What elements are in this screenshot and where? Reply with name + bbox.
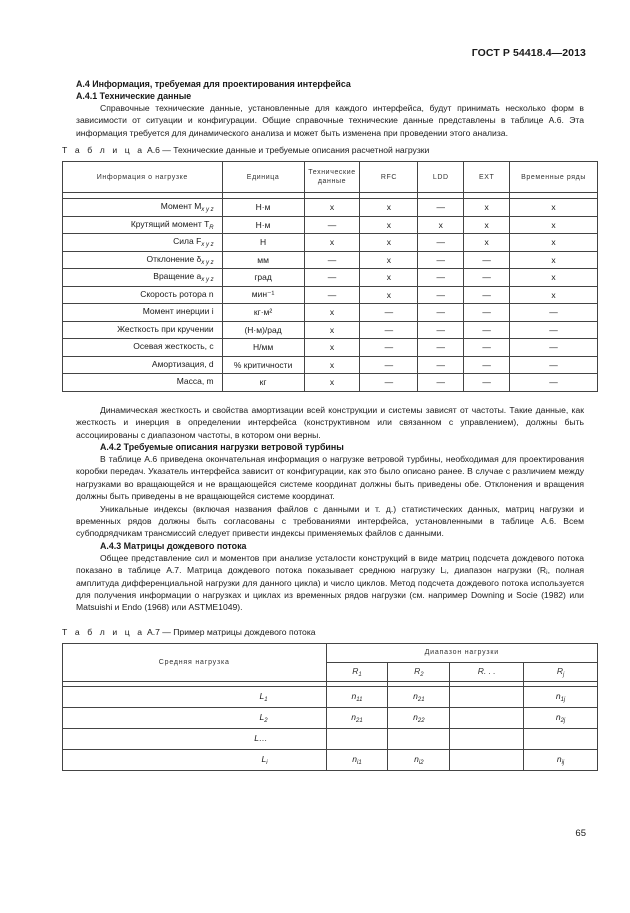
range-subscript: 1 <box>358 671 362 678</box>
table-row <box>63 339 598 357</box>
table-row <box>63 356 598 374</box>
mean-load-subscript: 2 <box>264 717 268 724</box>
unit-cell: град <box>222 269 304 287</box>
range-column-header <box>450 662 524 681</box>
load-info-text: Осевая жесткость, c <box>133 341 214 352</box>
mean-load-symbol: L… <box>254 732 268 743</box>
cycle-count-cell <box>388 749 450 770</box>
mark-cell: x <box>464 199 510 217</box>
table-row <box>63 216 598 234</box>
table-row <box>63 374 598 392</box>
mark-cell: — <box>464 304 510 322</box>
cycle-count-cell <box>524 707 598 728</box>
load-info-text: Жесткость при кручении <box>117 323 214 334</box>
range-column-header <box>326 662 388 681</box>
unit-cell: мин⁻¹ <box>222 286 304 304</box>
load-info-text: Момент M <box>160 201 202 212</box>
table-row <box>63 728 598 749</box>
load-info-text: Масса, m <box>176 376 214 387</box>
mark-cell: x <box>418 216 464 234</box>
load-info-subscript: x y z <box>201 242 214 249</box>
mark-cell: x <box>304 199 360 217</box>
cycle-subscript: 2j <box>560 717 566 724</box>
mark-cell: — <box>510 356 598 374</box>
mark-cell: — <box>304 269 360 287</box>
mark-cell: x <box>464 216 510 234</box>
mark-cell: x <box>510 286 598 304</box>
load-info-text: Крутящий момент T <box>130 218 210 229</box>
mark-cell: — <box>360 321 418 339</box>
cycle-count-cell <box>326 728 388 749</box>
mark-cell: x <box>510 216 598 234</box>
mark-cell: — <box>418 251 464 269</box>
mark-cell: x <box>304 321 360 339</box>
paragraph: Динамическая жесткость и свойства амортизации всей конструкции и системы зависят от частоты. Такие данные, как жесткость и инерция в определении интерфейса (конструктивном или связанном с управлением), должны быть ассоциированы с диапазоном частоты, в котором они верны. <box>76 404 584 440</box>
mark-cell: x <box>304 339 360 357</box>
unit-cell: кг·м² <box>222 304 304 322</box>
mark-cell: — <box>464 356 510 374</box>
load-info-subscript: x y z <box>201 259 214 266</box>
mark-cell: — <box>418 234 464 252</box>
cycle-count-cell <box>388 707 450 728</box>
range-symbol: R <box>414 665 421 676</box>
cycle-count-cell <box>326 686 388 707</box>
standard-header: ГОСТ Р 54418.4—2013 <box>471 47 586 59</box>
page-content <box>62 78 586 771</box>
table-header-cell: Информация о нагрузке <box>63 162 223 193</box>
mark-cell: x <box>510 251 598 269</box>
load-info-cell <box>63 304 223 322</box>
unit-cell: % критичности <box>222 356 304 374</box>
paragraph: Уникальные индексы (включая названия файлов с данными и т. д.) статистических данных, матриц нагрузки и временных рядов должны быть согласованы с требованиями интерфейса, установленными в таблице А.6. Всем субподрядчикам трансмиссий следует привести индексы применяемых файлов с данными. <box>76 503 584 539</box>
mean-load-symbol: L <box>259 690 265 701</box>
cycle-symbol: n <box>414 753 419 764</box>
load-info-cell <box>63 199 223 217</box>
cycle-count-cell <box>326 749 388 770</box>
cycle-count-cell <box>450 749 524 770</box>
load-range-header: Диапазон нагрузки <box>326 643 597 662</box>
cycle-subscript: 1j <box>560 696 566 703</box>
cycle-count-cell <box>450 686 524 707</box>
mark-cell: — <box>418 374 464 392</box>
table-row <box>63 321 598 339</box>
cycle-count-cell <box>524 686 598 707</box>
table-row <box>63 199 598 217</box>
subsection-heading: А.4.1 Технические данные <box>76 91 192 101</box>
load-info-cell <box>63 286 223 304</box>
load-info-text: Сила F <box>173 236 202 247</box>
cycle-symbol: n <box>351 690 357 701</box>
cycle-subscript: 22 <box>417 717 425 724</box>
cycle-subscript: i2 <box>418 759 424 766</box>
table-header-cell: Временные ряды <box>510 162 598 193</box>
load-info-cell <box>63 234 223 252</box>
table-caption: Т а б л и ц а А.7 — Пример матрицы дождевого потока <box>62 626 316 637</box>
table-row <box>63 286 598 304</box>
mark-cell: — <box>464 251 510 269</box>
unit-cell: (Н·м)/рад <box>222 321 304 339</box>
page-number: 65 <box>575 828 586 839</box>
mark-cell: — <box>360 374 418 392</box>
mean-load-header: Средняя нагрузка <box>63 643 327 681</box>
mark-cell: x <box>510 199 598 217</box>
technical-data-table <box>62 161 598 392</box>
mark-cell: — <box>510 339 598 357</box>
mean-load-symbol: L <box>261 753 267 764</box>
mark-cell: x <box>360 269 418 287</box>
mark-cell: — <box>418 304 464 322</box>
load-info-text: Отклонение δ <box>146 253 202 264</box>
table-row <box>63 304 598 322</box>
table-header-cell: RFC <box>360 162 418 193</box>
unit-cell: Н·м <box>222 216 304 234</box>
mark-cell: — <box>418 339 464 357</box>
cycle-count-cell <box>388 686 450 707</box>
mark-cell: — <box>510 374 598 392</box>
cycle-symbol: n <box>352 753 357 764</box>
table-row <box>63 749 598 770</box>
mark-cell: — <box>418 356 464 374</box>
mark-cell: — <box>418 199 464 217</box>
cycle-symbol: n <box>413 690 418 701</box>
mark-cell: x <box>304 374 360 392</box>
load-info-cell <box>63 374 223 392</box>
unit-cell: Н <box>222 234 304 252</box>
unit-cell: Н·м <box>222 199 304 217</box>
mean-load-subscript: 1 <box>264 696 268 703</box>
table-header-cell: Единица <box>222 162 304 193</box>
load-info-subscript: x y z <box>201 207 214 214</box>
cycle-count-cell <box>524 749 598 770</box>
mark-cell: — <box>418 321 464 339</box>
table-row <box>63 269 598 287</box>
subsection-heading: А.4.2 Требуемые описания нагрузки ветровой турбины <box>100 441 344 452</box>
mark-cell: — <box>464 269 510 287</box>
range-subscript: j <box>562 671 565 678</box>
mean-load-cell <box>63 707 327 728</box>
range-column-header <box>524 662 598 681</box>
load-info-cell <box>63 321 223 339</box>
cycle-symbol: n <box>351 711 356 722</box>
paragraph: В таблице А.6 приведена окончательная информация о нагрузке ветровой турбины, необходимая для проектирования коробки передач. Указатель интерфейса зависит от конфигурации, как это было описано ранее. В случае с различием между нагрузками во вращающейся и не вращающейся системе координат должны быть приведены обе. Отклонения и вращения должны быть приведены в не вращающейся системе координат. <box>76 453 584 502</box>
table-row <box>63 686 598 707</box>
mark-cell: — <box>418 269 464 287</box>
range-symbol: R <box>556 665 563 676</box>
mark-cell: x <box>360 199 418 217</box>
cycle-count-cell <box>450 707 524 728</box>
mark-cell: — <box>360 339 418 357</box>
table-header-cell: LDD <box>418 162 464 193</box>
mark-cell: — <box>304 216 360 234</box>
mark-cell: x <box>304 356 360 374</box>
mark-cell: — <box>360 304 418 322</box>
mark-cell: — <box>304 251 360 269</box>
mark-cell: x <box>510 269 598 287</box>
load-info-text: Вращение a <box>153 271 202 282</box>
mark-cell: x <box>304 234 360 252</box>
mark-cell: — <box>464 286 510 304</box>
table-row <box>63 707 598 728</box>
mark-cell: x <box>304 304 360 322</box>
load-info-text: Амортизация, d <box>151 358 214 369</box>
cycle-count-cell <box>388 728 450 749</box>
mark-cell: x <box>360 286 418 304</box>
mark-cell: — <box>464 374 510 392</box>
rainflow-matrix-table <box>62 643 598 771</box>
mark-cell: — <box>464 321 510 339</box>
cycle-subscript: ij <box>561 759 565 766</box>
mean-load-cell <box>63 728 327 749</box>
range-symbol: R. . . <box>477 665 496 676</box>
cycle-subscript: 11 <box>356 696 363 703</box>
mark-cell: — <box>464 339 510 357</box>
unit-cell: кг <box>222 374 304 392</box>
cycle-count-cell <box>524 728 598 749</box>
load-info-subscript: R <box>209 224 214 231</box>
mark-cell: x <box>360 234 418 252</box>
cycle-symbol: n <box>556 753 562 764</box>
table-row <box>63 234 598 252</box>
cycle-subscript: i1 <box>357 759 362 766</box>
cycle-subscript: 21 <box>355 717 363 724</box>
load-info-text: Момент инерции i <box>142 306 214 317</box>
mark-cell: x <box>464 234 510 252</box>
load-info-subscript: x y z <box>201 277 214 284</box>
mark-cell: x <box>360 216 418 234</box>
load-info-cell <box>63 216 223 234</box>
paragraph: Справочные технические данные, установленные для каждого интерфейса, будут принимать несколько форм в зависимости от ситуации и конфигурации. Общие справочные технические данные представлены в таблице А.6. Эта информация требуется для динамического анализа и может быть изменена при проведении этого анализа. <box>76 103 584 138</box>
mark-cell: x <box>360 251 418 269</box>
load-info-cell <box>63 269 223 287</box>
mean-load-cell <box>63 686 327 707</box>
unit-cell: мм <box>222 251 304 269</box>
table-caption: Т а б л и ц а А.6 — Технические данные и требуемые описания расчетной нагрузки <box>62 145 430 156</box>
table-header-cell: EXT <box>464 162 510 193</box>
load-info-text: Скорость ротора n <box>140 288 214 299</box>
mean-load-cell <box>63 749 327 770</box>
mark-cell: — <box>360 356 418 374</box>
cycle-symbol: n <box>555 690 561 701</box>
mark-cell: — <box>304 286 360 304</box>
range-symbol: R <box>352 665 359 676</box>
paragraph: Общее представление сил и моментов при анализе усталости конструкций в виде матриц подсчета дождевого потока показано в таблице А.7. Матрица дождевого потока показывает среднюю нагрузку Lᵢ, диапазон нагрузки (Rⱼ, полная амплитуда дифференциальной нагрузки для данного цикла) и число циклов. Метод подсчета дождевого потока используется для получения информации о нагрузках и циклах из временных рядов нагрузки (см. например Downing и Socie (1982) или Matsuishi и Endo (1968) или ASTME1049). <box>76 552 584 613</box>
subsection-heading: А.4.3 Матрицы дождевого потока <box>100 540 247 551</box>
load-info-cell <box>63 356 223 374</box>
cycle-count-cell <box>326 707 388 728</box>
load-info-cell <box>63 251 223 269</box>
range-subscript: 2 <box>420 671 424 678</box>
table-header-cell: Технические данные <box>304 162 360 193</box>
cycle-symbol: n <box>555 711 561 722</box>
cycle-symbol: n <box>413 711 418 722</box>
mean-load-symbol: L <box>259 711 265 722</box>
mark-cell: x <box>510 234 598 252</box>
mark-cell: — <box>510 304 598 322</box>
section-heading: А.4 Информация, требуемая для проектирования интерфейса <box>76 79 351 89</box>
cycle-subscript: 21 <box>417 696 425 703</box>
unit-cell: Н/мм <box>222 339 304 357</box>
mark-cell: — <box>418 286 464 304</box>
range-column-header <box>388 662 450 681</box>
mark-cell: — <box>510 321 598 339</box>
mean-load-subscript: i <box>266 759 268 766</box>
table-row <box>63 251 598 269</box>
load-info-cell <box>63 339 223 357</box>
cycle-count-cell <box>450 728 524 749</box>
